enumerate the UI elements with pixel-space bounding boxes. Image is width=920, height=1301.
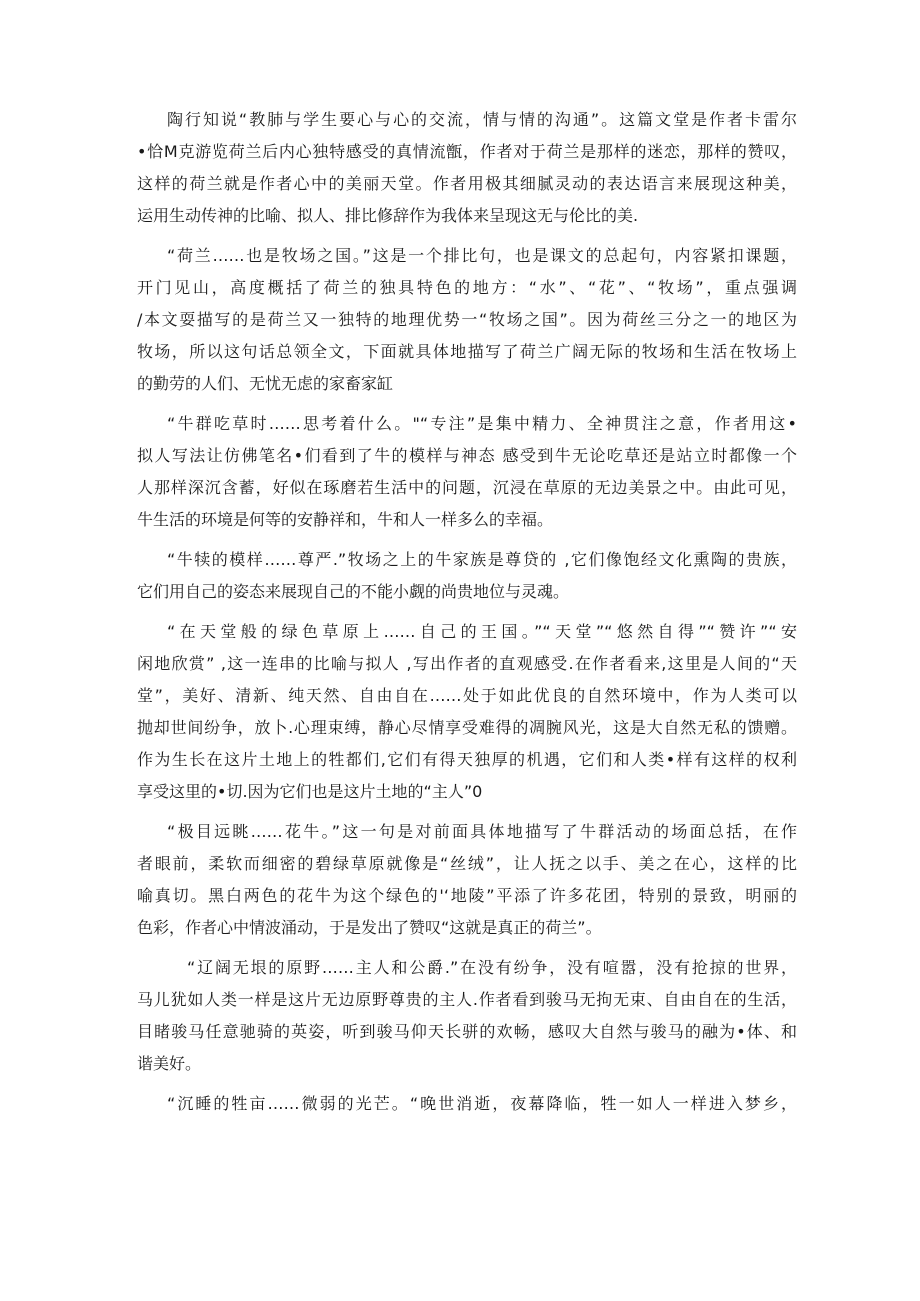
text-line: 它们用自己的姿态来展现自己的不能小觑的尚贵地位与灵魂。 xyxy=(137,582,570,601)
text-line: 运用生动传神的比喻、拟人、排比修辞作为我体来呈现这无与伦比的美. xyxy=(137,206,639,225)
text-line: 的勤劳的人们、无忧无虑的家畜家缸 xyxy=(137,374,394,393)
text-line: 享受这里的•切.因为它们也是这片土地的“主人”0 xyxy=(137,782,483,801)
paragraph-sleeping-livestock xyxy=(137,1088,797,1120)
paragraph-gaze-far xyxy=(137,816,797,944)
text-line: 拟人写法让仿佛笔名•们看到了牛的模样与神态 感受到牛无论吃草还是站立时都像一个 xyxy=(137,446,797,465)
essay-body xyxy=(137,104,797,1128)
text-line: 人那样深沉含蓄，好似在琢磨若生活中的问题，沉浸在草原的无边美景之中。由此可见， xyxy=(137,478,797,497)
text-line: 抛却世间纷争，放卜.心理束缚，静心尽情享受难得的凋腕风光，这是大自然无私的馈赠。 xyxy=(137,718,797,737)
text-line: 开门见山，高度概括了荷兰的独具特色的地方：“水”、“花”、“牧场”，重点强调 xyxy=(137,278,797,297)
paragraph-green-grassland xyxy=(137,616,797,808)
text-line: “辽阔无垠的原野……主人和公爵.”在没有纷争，没有喧嚣，没有抢掠的世界， xyxy=(187,958,797,977)
text-line: 牧场，所以这句话总领全文，下面就具体地描写了荷兰广阔无际的牧场和生活在牧场上 xyxy=(137,342,797,361)
paragraph-vast-wilderness xyxy=(137,952,797,1080)
text-line: “荷兰……也是牧场之国。”这是一个排比句，也是课文的总起句，内容紧扣课题， xyxy=(167,246,797,265)
text-line: /本文耍描写的是荷兰又一独特的地理优势一“牧场之国”。因为荷丝三分之一的地区为 xyxy=(137,310,797,329)
text-line: “沉睡的牲亩……微弱的光芒。“晚世消逝，夜幕降临，牲一如人一样进入梦乡， xyxy=(167,1094,797,1113)
text-line: 者眼前，柔软而细密的碧绿草原就像是“丝绒”，让人抚之以手、美之在心，这样的比 xyxy=(137,854,797,873)
text-line: 目睹骏马任意驰骑的英姿，听到骏马仰天长骈的欢畅，感叹大自然与骏马的融为•体、和 xyxy=(137,1022,797,1041)
paragraph-pasture-country xyxy=(137,240,797,400)
text-line: 堂”，美好、清新、纯天然、自由自在……处于如此优良的自然环境中，作为人类可以 xyxy=(137,686,797,705)
text-line: “在天堂般的绿色草原上……自己的王国。”“天堂”“悠然自得”“赞许”“安 xyxy=(167,622,797,641)
text-line: •恰M克游览荷兰后内心独特感受的真情流甑，作者对于荷兰是那样的迷恋，那样的赞叹， xyxy=(137,142,797,161)
paragraph-intro xyxy=(137,104,797,232)
text-line: 谐美好。 xyxy=(137,1054,202,1073)
text-line: 马儿犹如人类一样是这片无边原野尊贵的主人.作者看到骏马无拘无束、自由自在的生活， xyxy=(137,990,797,1009)
text-line: “极目远眺……花牛。”这一句是对前面具体地描写了牛群活动的场面总括，在作 xyxy=(167,822,797,841)
text-line: 这样的荷兰就是作者心中的美丽天堂。作者用极其细腻灵动的表达语言来展现这种美， xyxy=(137,174,797,193)
paragraph-cattle-grazing xyxy=(137,408,797,536)
paragraph-calves xyxy=(137,544,797,608)
text-line: 闲地欣赏” ,这一连串的比喻与拟人 ,写出作者的直观感受.在作者看来,这里是人间的“天 xyxy=(137,654,797,673)
text-line: “牛犊的模样……尊严.”牧场之上的牛家族是尊贷的 ,它们像饱经文化熏陶的贵族， xyxy=(167,550,797,569)
text-line: “牛群吃草时……思考着什么。"“专注”是集中精力、全神贯注之意，作者用这• xyxy=(167,414,797,433)
text-line: 陶行知说“教肺与学生要心与心的交流，情与情的沟通”。这篇文堂是作者卡雷尔 xyxy=(167,110,797,129)
text-line: 色彩，作者心中情波涌动，于是发出了赞叹“这就是真正的荷兰”。 xyxy=(137,918,602,937)
text-line: 作为生长在这片土地上的牲都们,它们有得天独厚的机遇，它们和人类•样有这样的权利 xyxy=(137,750,797,769)
text-line: 喻真切。黑白两色的花牛为这个绿色的'‘地陵”平添了许多花团，特别的景致，明丽的 xyxy=(137,886,797,905)
text-line: 牛生活的环境是何等的安静祥和，牛和人一样多么的幸福。 xyxy=(137,510,554,529)
